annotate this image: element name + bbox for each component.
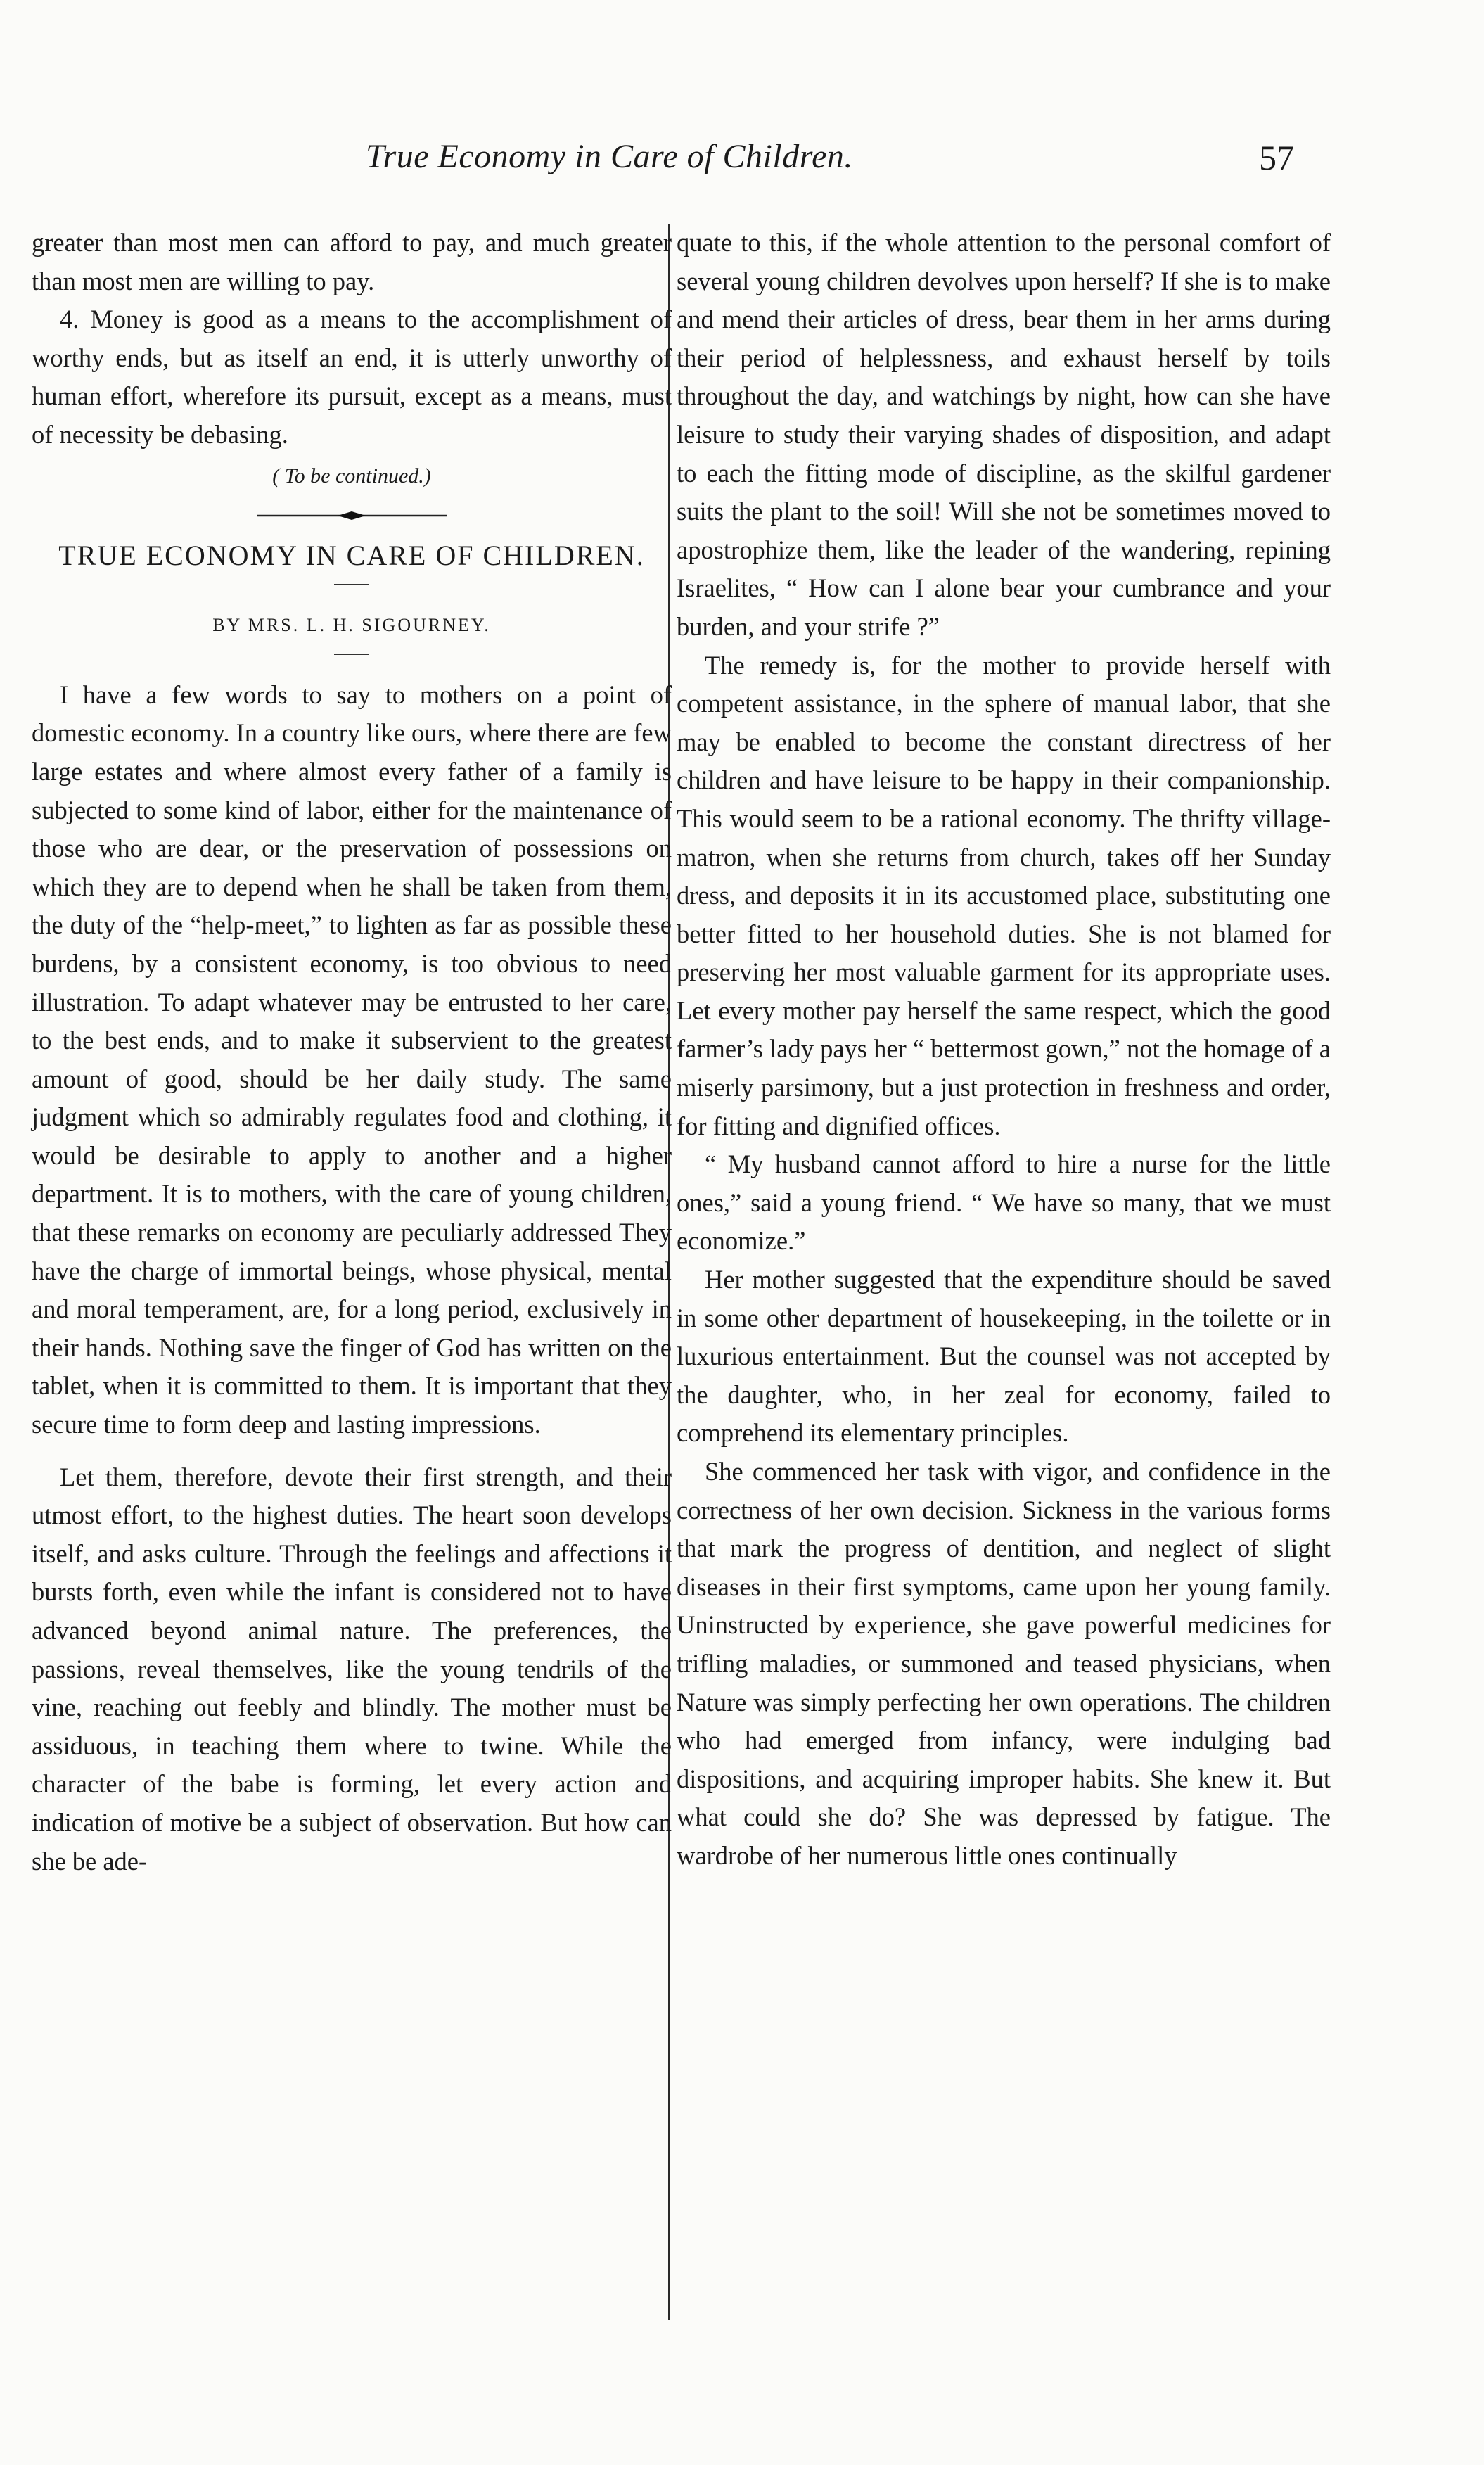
article-title: TRUE ECONOMY IN CARE OF CHILDREN. <box>58 540 645 572</box>
title-rule <box>334 584 369 585</box>
body-paragraph: “ My husband cannot afford to hire a nurse for the little ones,” said a young friend. “ We have so many, that we must economize.” <box>677 1149 1331 1256</box>
body-paragraph: Let them, therefore, devote their first strength, and their utmost effort, to the highest duties. The heart soon develops itself, and asks culture. Through the feelings and affections it bursts forth, even while the infant is considered not to have advanced beyond animal nature. The preferences, the passions, reveal themselves, like the young tendrils of the vine, reaching out feebly and blindly. The mother must be assiduous, in teaching them where to twine. While the character of the babe is forming, let every action and indication of motive be a subject of observation. But how can she be ade- <box>32 1462 672 1875</box>
body-paragraph: She commenced her task with vigor, and confidence in the correctness of her own decision. Sickness in the various forms that mark the progress of dentition, and neglect of slight diseases in their first symptoms, came upon her young family. Uninstructed by experience, she gave powerful medicines for trifling maladies, or summoned and teased physicians, when Nature was simply perfecting her own operations. The children who had emerged from infancy, were indulging bad dispositions, and acquiring improper habits. She knew it. But what could she do? She was depressed by fatigue. The wardrobe of her numerous little ones continually <box>677 1457 1331 1870</box>
carry-over-text: quate to this, if the whole attention to the personal comfort of several young children devolves upon herself? If she is to make and mend their articles of dress, bear them in her arms during their period of helplessness, and exhaust herself by toils throughout the day, and watchings by night, how can she have leisure to study their varying shades of disposition, and adapt to each the fitting mode of discipline, as the skilful gardener suits the plant to the soil! Will she not be sometimes moved to apostrophize them, like the leader of the wandering, repining Israelites, “ How can I alone bear your cumbrance and your burden, and your strife ?” <box>677 228 1331 641</box>
to-be-continued: ( To be continued.) <box>272 464 431 488</box>
paragraph-gap <box>32 1444 672 1458</box>
byline: BY MRS. L. H. SIGOURNEY. <box>212 615 491 636</box>
byline-rule <box>334 654 369 655</box>
body-paragraph: I have a few words to say to mothers on a point of domestic economy. In a country like ours, where there are few large estates and where almost every father of a family is subjected to some kind of labor, either for the maintenance of those who are dear, or the preservation of possessions on which they are to depend when he shall be taken from them, the duty of the “help-meet,” to lighten as far as possible these burdens, by a consistent economy, is too obvious to need illustration. To adapt whatever may be entrusted to her care, to the best ends, and to make it subservient to the greatest amount of good, should be her daily study. The same judgment which so admirably regulates food and clothing, it would be desirable to apply to another and a higher department. It is to mothers, with the care of young children, that these remarks on economy are peculiarly addressed They have the charge of immortal beings, whose physical, mental and moral temperament, are, for a long period, exclusively in their hands. Nothing save the finger of God has written on the tablet, when it is committed to them. It is important that they secure time to form deep and lasting impressions. <box>32 680 672 1439</box>
left-column <box>32 224 672 1880</box>
numbered-point-4: 4. Money is good as a means to the accomplishment of worthy ends, but as itself an end, it is utterly unworthy of human effort, wherefore its pursuit, except as a means, must of necessity be debasing. <box>32 305 672 449</box>
body-paragraph: Her mother suggested that the expenditure should be saved in some other department of housekeeping, in the toilette or in luxurious entertainment. But the counsel was not accepted by the daughter, who, in her zeal for economy, failed to comprehend its elementary principles. <box>677 1265 1331 1448</box>
running-title: True Economy in Care of Children. <box>366 138 853 175</box>
right-column <box>677 224 1331 1875</box>
carry-over-text: greater than most men can afford to pay, and much greater than most men are willing to pay. <box>32 228 672 295</box>
running-head <box>0 137 1484 200</box>
ornamental-rule <box>257 511 447 521</box>
body-paragraph: The remedy is, for the mother to provide herself with competent assistance, in the sphere of manual labor, that she may be enabled to become the constant directress of her children and have leisure to be happy in their companionship. This would seem to be a rational economy. The thrifty village-matron, when she returns from church, takes off her Sunday dress, and deposits it in its accustomed place, substituting one better fitted to her household duties. She is not blamed for preserving her most valuable garment for its appropriate uses. Let every mother pay herself the same respect, which the good farmer’s lady pays her “ bettermost gown,” not the homage of a miserly parsimony, but a just protection in freshness and order, for fitting and dignified offices. <box>677 650 1331 1140</box>
page-number: 57 <box>1259 138 1294 177</box>
